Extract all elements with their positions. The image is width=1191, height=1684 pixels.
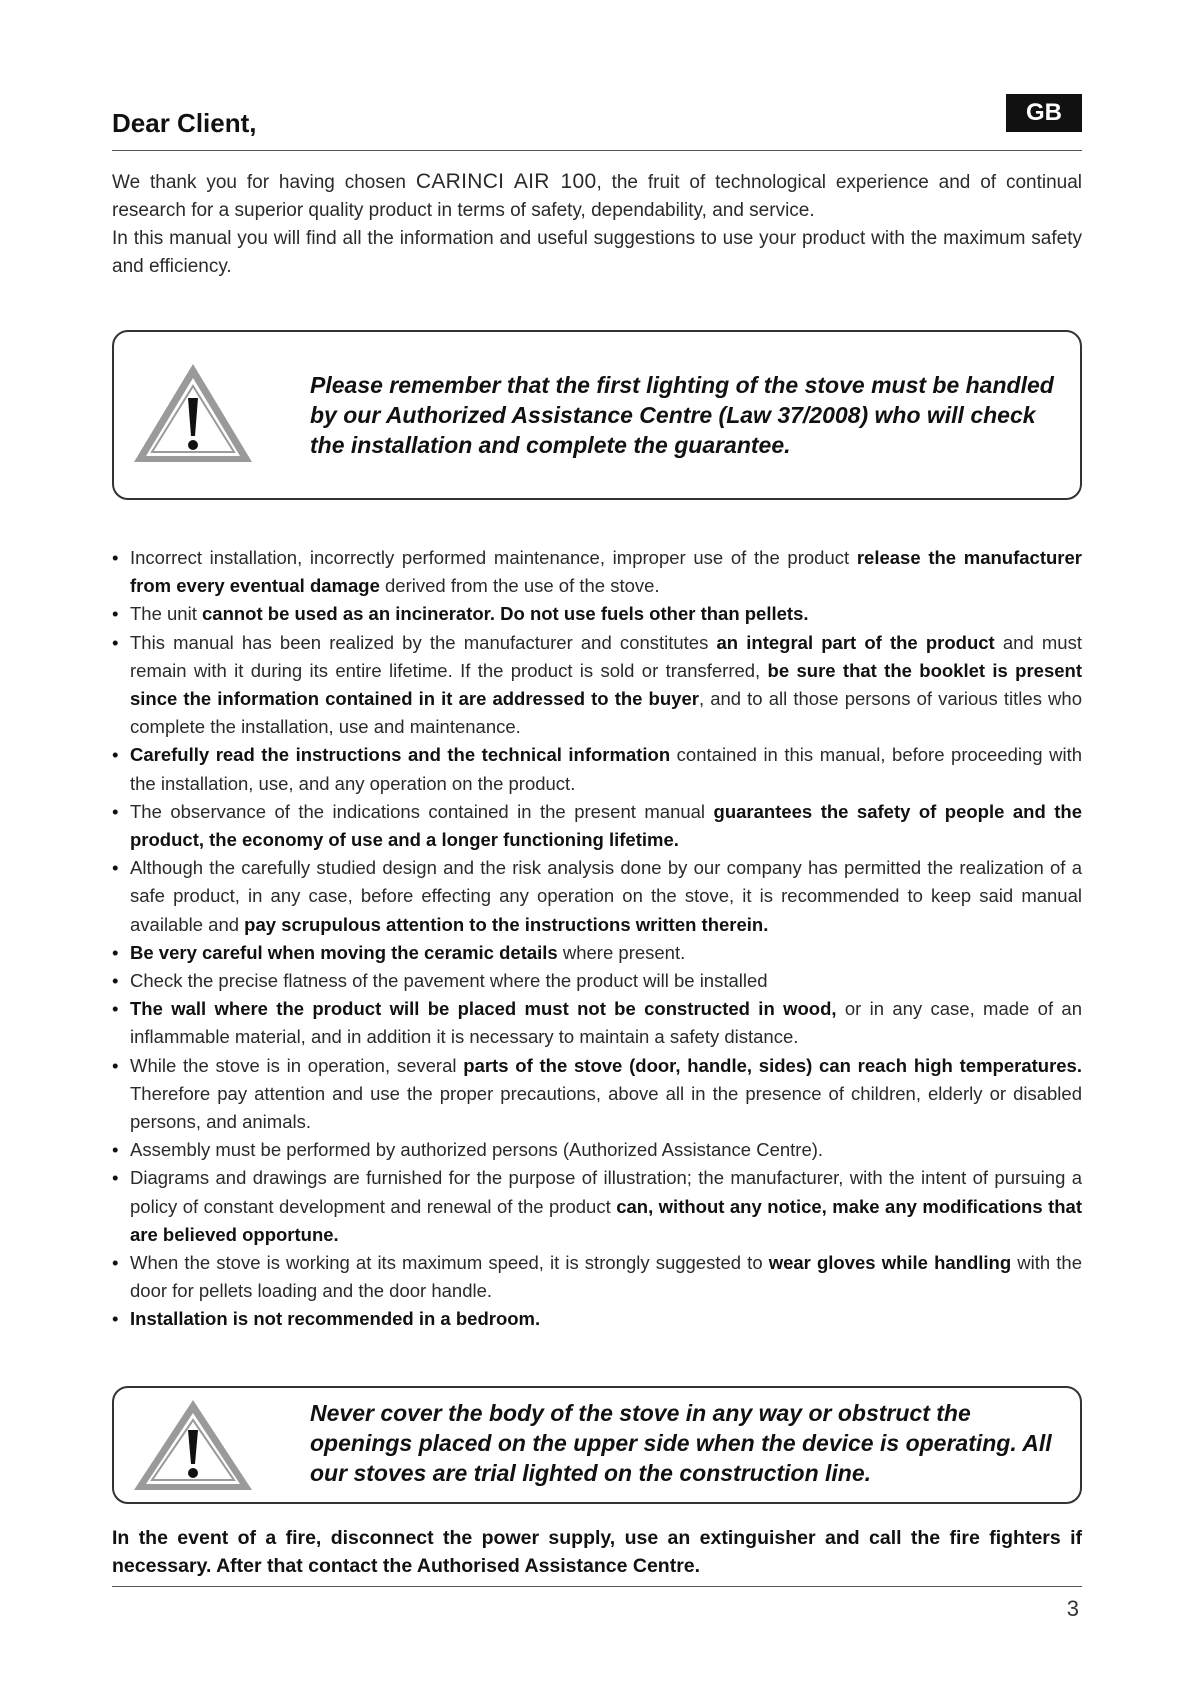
list-item [112, 544, 1082, 600]
body-text: This manual has been realized by the manufacturer and constitutes [130, 631, 717, 653]
list-item [112, 1249, 1082, 1305]
list-item [112, 600, 1082, 628]
body-text: When the stove is working at its maximum speed, it is strongly suggested to [130, 1252, 769, 1274]
intro-section [112, 168, 1082, 281]
list-item [112, 1052, 1082, 1137]
body-text: Check the precise flatness of the pavement where the product will be installed [130, 970, 768, 992]
body-text: where present. [557, 941, 686, 963]
first-lighting-warning-box [112, 330, 1082, 500]
list-item [112, 967, 1082, 995]
bold-text: cannot be used as an incinerator. Do not use fuels other than pellets. [202, 603, 809, 625]
body-text: The unit [130, 603, 202, 625]
body-text: contained in this manual, before proceeding with the installation, use, and any operation on the product. [130, 744, 1082, 794]
do-not-cover-warning-box [112, 1386, 1082, 1504]
body-text: Therefore pay attention and use the proper precautions, above all in the presence of children, elderly or disabled persons, and animals. [130, 1082, 1082, 1133]
language-badge: GB [1006, 94, 1082, 132]
intro-text-before: We thank you for having chosen [112, 172, 416, 193]
intro-paragraph-2: In this manual you will find all the information and useful suggestions to use your product with the maximum safety and efficiency. [112, 228, 1082, 277]
body-text: The observance of the indications contained in the present manual [130, 800, 714, 822]
intro-paragraph-1 [112, 168, 1082, 225]
bold-text: be sure that the booklet is present since the information contained in it are addressed to the buyer [130, 659, 1082, 710]
page-number: 3 [1066, 1596, 1079, 1621]
bold-text: guarantees the safety of people and the product, the economy of use and a longer functioning lifetime. [130, 800, 1082, 851]
body-text: or in any case, made of an inflammable material, and in addition it is necessary to maintain a safety distance. [130, 998, 1083, 1048]
body-text: Although the carefully studied design and the risk analysis done by our company has permitted the realization of a safe product, in any case, before effecting any operation on the stove, it is recommended to keep said manual available and [130, 857, 1082, 935]
body-text: with the door for pellets loading and the door handle. [130, 1252, 1082, 1302]
bold-text: Installation is not recommended in a bedroom. [130, 1308, 541, 1330]
bold-text: release the manufacturer from every eventual damage [130, 547, 1082, 597]
body-text: While the stove is in operation, several [130, 1054, 464, 1076]
list-item [112, 629, 1082, 742]
list-item [112, 939, 1082, 967]
warning-triangle-icon [128, 358, 258, 470]
bold-text: Carefully read the instructions and the technical information [130, 744, 671, 766]
warning-triangle-icon [128, 1396, 258, 1496]
product-name: CARINCI AIR 100 [415, 170, 597, 193]
safety-instructions-list [112, 544, 1082, 1334]
fire-emergency-note: In the event of a fire, disconnect the power supply, use an extinguisher and call the fire fighters if necessary. After that contact the Authorised Assistance Centre. [112, 1524, 1082, 1587]
list-item [112, 741, 1082, 797]
bold-text: wear gloves while handling [768, 1252, 1012, 1274]
list-item [112, 995, 1082, 1051]
list-item [112, 1136, 1082, 1164]
intro-text-after: , the fruit of technological experience and of continual research for a superior quality product in terms of safety, dependability, and service. [112, 172, 1082, 221]
bold-text: pay scrupulous attention to the instructions written therein. [244, 913, 769, 935]
first-lighting-warning-text: Please remember that the first lighting of the stove must be handled by our Authorized Assistance Centre (Law 37/2008) who will check the installation and complete the guarantee. [310, 372, 1054, 458]
body-text: Assembly must be performed by authorized persons (Authorized Assistance Centre). [130, 1139, 824, 1161]
page-header [112, 94, 1082, 151]
bold-text: parts of the stove (door, handle, sides) can reach high temperatures. [463, 1054, 1082, 1076]
body-text: , and to all those persons of various titles who complete the installation, use and maintenance. [130, 688, 1082, 738]
body-text: and must remain with it during its entire lifetime. If the product is sold or transferred, [130, 631, 1082, 681]
list-item [112, 854, 1082, 939]
list-item [112, 1164, 1082, 1249]
bold-text: The wall where the product will be placed must not be constructed in wood, [130, 998, 837, 1020]
bold-text: an integral part of the product [716, 631, 995, 653]
body-text: Incorrect installation, incorrectly performed maintenance, improper use of the product [130, 547, 857, 568]
body-text: Diagrams and drawings are furnished for the purpose of illustration; the manufacturer, with the intent of pursuing a policy of constant development and renewal of the product [130, 1167, 1082, 1217]
bold-text: Be very careful when moving the ceramic details [130, 941, 558, 963]
list-item [112, 798, 1082, 854]
do-not-cover-warning-text: Never cover the body of the stove in any way or obstruct the openings placed on the upper side when the device is operating. All our stoves are trial lighted on the construction line. [310, 1400, 1052, 1486]
bold-text: can, without any notice, make any modifications that are believed opportune. [130, 1195, 1082, 1245]
list-item [112, 1305, 1082, 1333]
body-text: derived from the use of the stove. [379, 575, 660, 597]
page-title: Dear Client, [112, 108, 257, 138]
